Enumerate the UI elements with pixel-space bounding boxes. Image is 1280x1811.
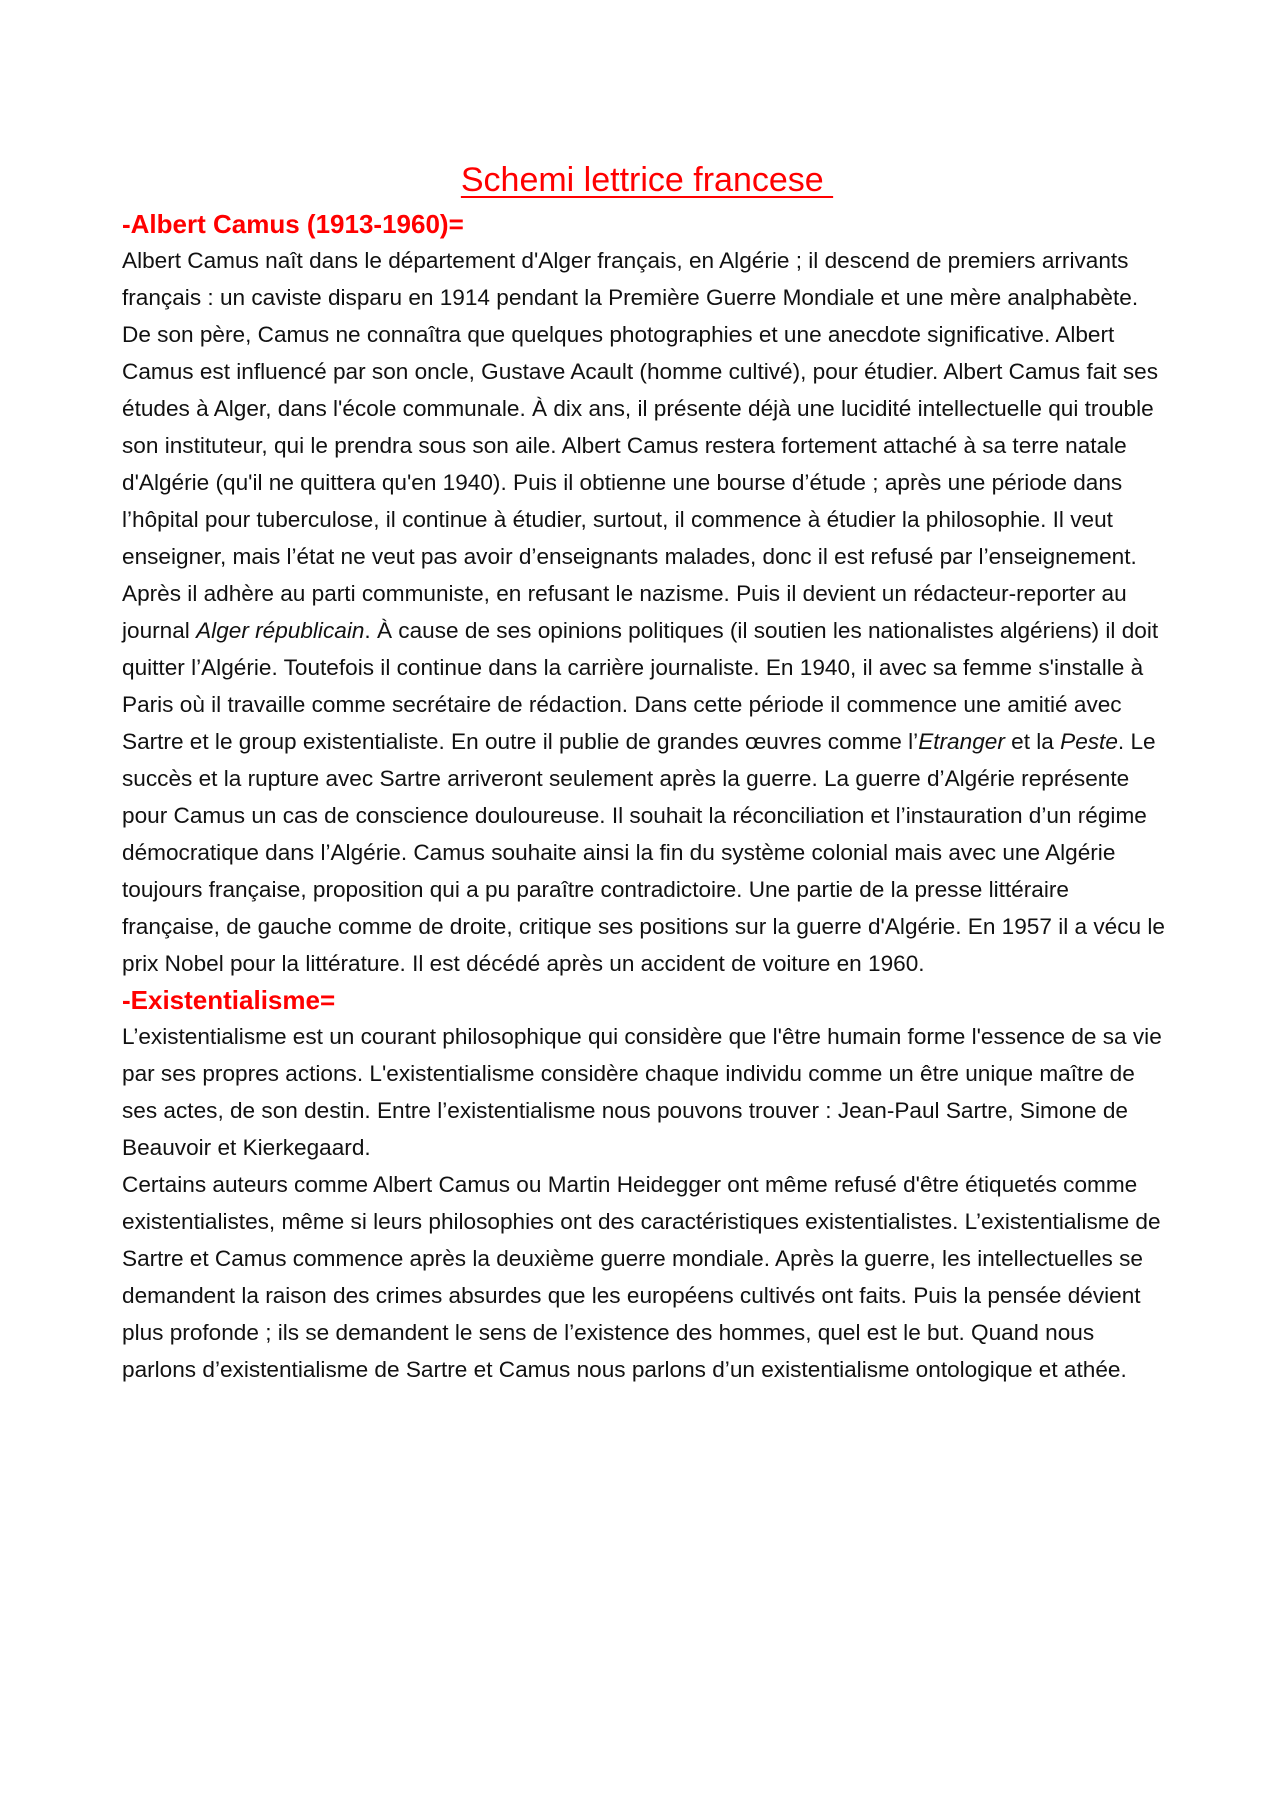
camus-text-part: . Le succès et la rupture avec Sartre arriveront seulement après la guerre. La guerre d’Algérie représente pour Camus un cas de conscience douloureuse. Il souhait la réconciliation et l’instauration d’un régime démocratique dans l’Algérie. Camus souhaite ainsi la fin du système colonial mais avec une Algérie toujours française, proposition qui a pu paraître contradictoire. Une partie de la presse littéraire française, de gauche comme de droite, critique ses positions sur la guerre d'Algérie. En 1957 il a vécu le prix Nobel pour la littérature. Il est décédé après un accident de voiture en 1960.	[122, 729, 1165, 976]
work-title-peste: Peste	[1060, 729, 1118, 754]
section-camus	[122, 206, 1172, 982]
camus-text-part: et la	[1004, 729, 1061, 754]
existentialisme-paragraph-2	[122, 1166, 1172, 1388]
camus-text-part: . À cause de ses opinions politiques (il soutien les nationalistes algériens) il doit quitter l’Algérie. Toutefois il continue dans la carrière journaliste. En 1940, il avec sa femme s'installe à Paris où il travaille comme secrétaire de rédaction. Dans cette période il commence une amitié avec Sartre et le group existentialiste. En outre il publie de grandes œuvres comme l’	[122, 618, 1159, 754]
camus-paragraph	[122, 242, 1172, 982]
existentialisme-paragraph-1	[122, 1018, 1172, 1166]
existentialisme-text-part: Certains auteurs comme Albert Camus ou Martin Heidegger ont même refusé d'être étiquetés comme existentialistes, même si leurs philosophies ont des caractéristiques existentialistes. L’existentialisme de Sartre et Camus commence après la deuxième guerre mondiale. Après la guerre, les intellectuelles se demandent la raison des crimes absurdes que les européens cultivés ont faits. Puis la pensée dévient plus profonde ; ils se demandent le sens de l’existence des hommes, quel est le but. Quand nous parlons d’existentialisme de Sartre et Camus nous parlons d’un existentialisme ontologique et athée.	[122, 1172, 1161, 1382]
section-heading-camus: -Albert Camus (1913-1960)=	[122, 209, 464, 239]
journal-title-alger-republicain: Alger républicain	[196, 618, 365, 643]
section-existentialisme	[122, 982, 1172, 1388]
document-title: Schemi lettrice francese	[460, 161, 834, 199]
existentialisme-text-part: L’existentialisme est un courant philosophique qui considère que l'être humain forme l'essence de sa vie par ses propres actions. L'existentialisme considère chaque individu comme un être unique maître de ses actes, de son destin. Entre l’existentialisme nous pouvons trouver : Jean-Paul Sartre, Simone de Beauvoir et Kierkegaard.	[122, 1024, 1162, 1160]
document-page	[122, 158, 1172, 1388]
camus-text-part: Albert Camus naît dans le département d'Alger français, en Algérie ; il descend de premiers arrivants français : un caviste disparu en 1914 pendant la Première Guerre Mondiale et une mère analphabète. De son père, Camus ne connaîtra que quelques photographies et une anecdote significative. Albert Camus est influencé par son oncle, Gustave Acault (homme cultivé), pour étudier. Albert Camus fait ses études à Alger, dans l'école communale. À dix ans, il présente déjà une lucidité intellectuelle qui trouble son instituteur, qui le prendra sous son aile. Albert Camus restera fortement attaché à sa terre natale d'Algérie (qu'il ne quittera qu'en 1940). Puis il obtienne une bourse d’étude ; après une période dans l’hôpital pour tuberculose, il continue à étudier, surtout, il commence à étudier la philosophie. Il veut enseigner, mais l’état ne veut pas avoir d’enseignants malades, donc il est refusé par l’enseignement. Après il adhère au parti communiste, en refusant le nazisme. Puis il devient un rédacteur-reporter au journal	[122, 248, 1159, 643]
work-title-etranger: Etranger	[918, 729, 1005, 754]
section-heading-existentialisme: -Existentialisme=	[122, 985, 336, 1015]
